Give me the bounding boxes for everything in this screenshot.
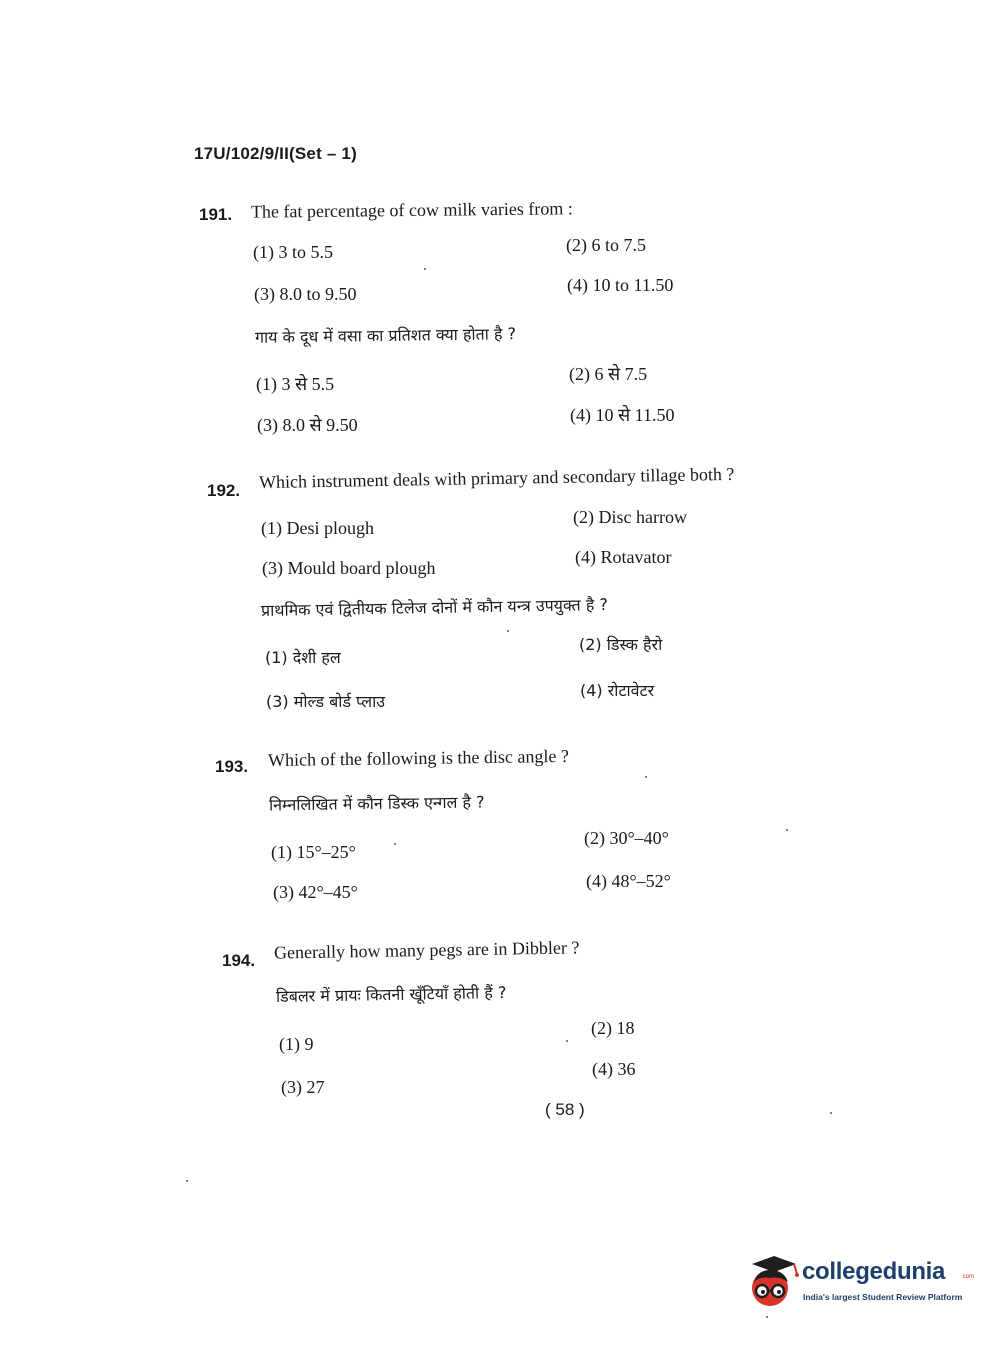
option: (3) 27 [281, 1077, 325, 1097]
question-number: 194. [222, 951, 256, 970]
option-hindi: (3) मोल्ड बोर्ड प्लाउ [266, 692, 386, 711]
option: (1) 3 to 5.5 [253, 242, 333, 262]
option: (1) 15°–25° [271, 842, 356, 862]
option: (2) 30°–40° [584, 828, 669, 848]
question-number: 193. [215, 757, 249, 776]
page-number: ( 58 ) [545, 1100, 585, 1119]
logo-suffix: .com [961, 1274, 975, 1280]
question-text-hindi: प्राथमिक एवं द्वितीयक टिलेज दोनों में कौन यन्त्र उपयुक्त है ? [260, 594, 609, 621]
option: (2) Disc harrow [573, 507, 687, 527]
question-number: 192. [207, 481, 241, 500]
option: (3) 8.0 to 9.50 [254, 284, 357, 304]
option: (2) 18 [591, 1018, 635, 1038]
scan-speck [566, 1040, 568, 1042]
option-hindi: (2) डिस्क हैरो [579, 635, 663, 654]
option: (3) Mould board plough [262, 558, 436, 578]
option-hindi: (1) 3 से 5.5 [256, 374, 335, 394]
option: (1) 9 [279, 1034, 314, 1054]
scan-speck [424, 268, 426, 270]
paper-code: 17U/102/9/II(Set – 1) [194, 144, 357, 163]
scan-speck [645, 776, 647, 778]
logo-tagline: India's largest Student Review Platform [803, 1292, 963, 1302]
option-hindi: (1) देशी हल [265, 648, 341, 667]
question-text: The fat percentage of cow milk varies from : [250, 198, 573, 222]
option-hindi: (2) 6 से 7.5 [569, 364, 648, 384]
scan-speck [766, 1316, 768, 1318]
option: (4) Rotavator [575, 547, 672, 567]
question-text-hindi: डिबलर में प्रायः कितनी खूँटियाँ होती हैं ? [275, 982, 507, 1007]
question-text-hindi: निम्नलिखित में कौन डिस्क एन्गल है ? [268, 792, 485, 815]
question-text: Generally how many pegs are in Dibbler ? [273, 937, 580, 963]
option: (2) 6 to 7.5 [566, 235, 646, 255]
scan-speck [186, 1180, 188, 1182]
collegedunia-logo [742, 1252, 975, 1314]
logo-wordmark: collegedunia [802, 1258, 946, 1285]
scan-speck [394, 843, 396, 845]
option-hindi: (4) रोटावेटर [580, 681, 655, 700]
option-hindi: (3) 8.0 से 9.50 [257, 415, 358, 435]
scan-speck [507, 630, 509, 632]
scan-speck [830, 1112, 832, 1114]
option: (4) 10 to 11.50 [567, 275, 674, 295]
option: (4) 36 [592, 1059, 636, 1079]
scan-speck [786, 829, 788, 831]
option: (4) 48°–52° [586, 871, 671, 891]
mascot-icon [742, 1254, 800, 1310]
question-text: Which of the following is the disc angle ? [267, 745, 570, 771]
question-text-hindi: गाय के दूध में वसा का प्रतिशत क्या होता है ? [254, 324, 517, 347]
option: (3) 42°–45° [273, 882, 358, 902]
option-hindi: (4) 10 से 11.50 [570, 405, 675, 425]
option: (1) Desi plough [261, 518, 374, 538]
question-number: 191. [199, 205, 233, 224]
question-text: Which instrument deals with primary and secondary tillage both ? [258, 463, 735, 493]
